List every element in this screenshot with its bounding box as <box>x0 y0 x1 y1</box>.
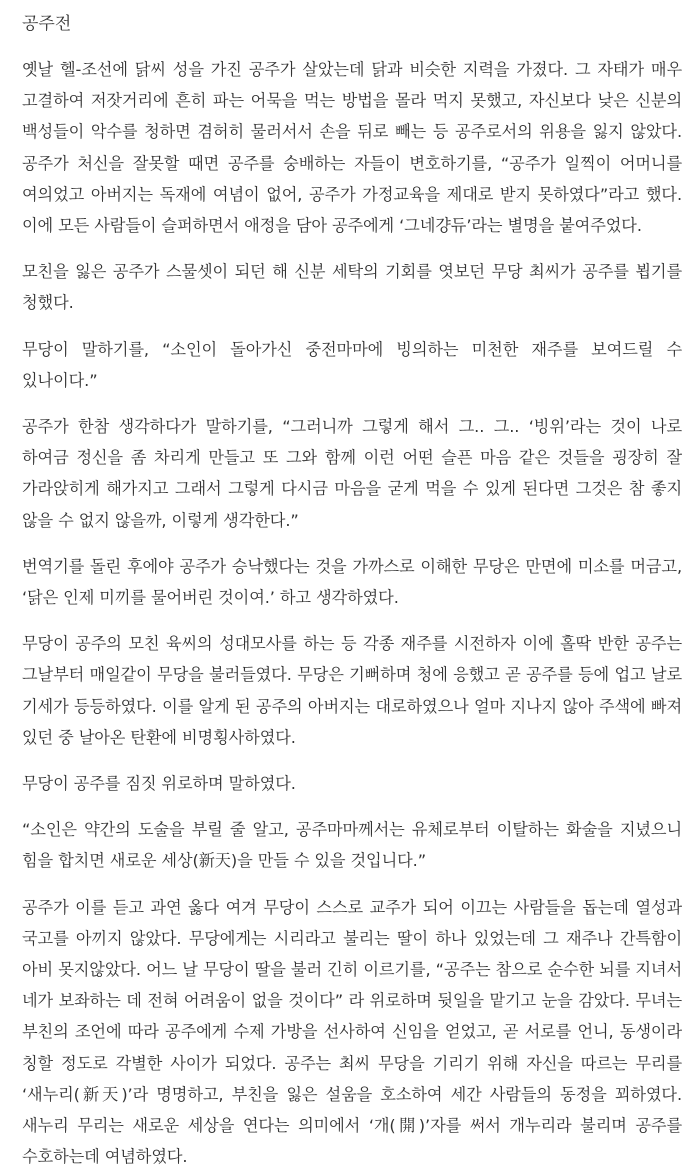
paragraph-5: 번역기를 돌린 후에야 공주가 승낙했다는 것을 가까스로 이해한 무당은 만면에 미소를 머금고, ‘닭은 인제 미끼를 물어버린 것이여.’ 하고 생각하였다. <box>22 556 682 608</box>
paragraph-2: 모친을 잃은 공주가 스물셋이 되던 해 신분 세탁의 기회를 엿보던 무당 최씨가 공주를 뵙기를 청했다. <box>22 262 682 313</box>
paragraph-9: 공주가 이를 듣고 과연 옳다 여겨 무당이 스스로 교주가 되어 이끄는 사람들을 돕는데 열성과 국고를 아끼지 않았다. 무당에게는 시리라고 불리는 딸이 하나 있었는데 그 재주나 간특함이 아비 못지않았다. 어느 날 무당이 딸을 불러 긴히 이르기를, “공주는 참으로 순수한 뇌를 지녀서 네가 보좌하는 데 전혀 어려움이 없을 것이다” 라 위로하며 뒷일을 맡기고 눈을 감았다. 무녀는 부친의 조언에 따라 공주에게 수제 가방을 선사하여 신임을 얻었고, 곧 서로를 언니, 동생이라 칭할 정도로 각별한 사이가 되었다. 공주는 최씨 무당을 기리기 위해 자신을 따르는 무리를 ‘새누리(新天)’라 명명하고, 부친을 잃은 설움을 호소하여 세간 사람들의 동정을 꾀하였다. 새누리 무리는 새로운 세상을 연다는 의미에서 ‘개(開)’자를 써서 개누리라 불리며 공주를 수호하는데 여념하였다. <box>22 897 682 1167</box>
paragraph-8: “소인은 약간의 도술을 부릴 줄 알고, 공주마마께서는 유체로부터 이탈하는 화술을 지녔으니 힘을 합치면 새로운 세상(新天)을 만들 수 있을 것입니다.” <box>22 820 682 871</box>
paragraph-3: 무당이 말하기를, “소인이 돌아가신 중전마마에 빙의하는 미천한 재주를 보여드릴 수 있나이다.” <box>22 339 682 390</box>
paragraph-7: 무당이 공주를 짐짓 위로하며 말하였다. <box>22 774 296 794</box>
document-title: 공주전 <box>22 14 72 34</box>
paragraph-4: 공주가 한참 생각하다가 말하기를, “그러니까 그렇게 해서 그.. 그.. ‘빙위’라는 것이 나로 하여금 정신을 좀 차리게 만들고 또 그와 함께 이런 어떤 슬픈 마음 같은 것들을 굉장히 잘 가라앉히게 해가지고 그래서 그렇게 다시금 마음을 굳게 먹을 수 있게 된다면 그것은 참 좋지 않을 수 없지 않을까, 이렇게 생각한다.” <box>22 417 682 530</box>
paragraph-1: 옛날 헬-조선에 닭씨 성을 가진 공주가 살았는데 닭과 비슷한 지력을 가졌다. 그 자태가 매우 고결하여 저잣거리에 흔히 파는 어묵을 먹는 방법을 몰라 먹지 못했고, 자신보다 낮은 신분의 백성들이 악수를 청하면 겸허히 물러서서 손을 뒤로 빼는 등 공주로서의 위용을 잃지 않았다. 공주가 처신을 잘못할 때면 공주를 숭배하는 자들이 변호하기를, “공주가 일찍이 어머니를 여의었고 아버지는 독재에 여념이 없어, 공주가 가정교육을 제대로 받지 못하였다”라고 했다. 이에 모든 사람들이 슬퍼하면서 애정을 담아 공주에게 ‘그네걍듀’라는 별명을 붙여주었다. <box>22 60 682 236</box>
paragraph-6: 무당이 공주의 모친 육씨의 성대모사를 하는 등 각종 재주를 시전하자 이에 홀딱 반한 공주는 그날부터 매일같이 무당을 불러들였다. 무당은 기뻐하며 청에 응했고 곧 공주를 등에 업고 날로 기세가 등등하였다. 이를 알게 된 공주의 아버지는 대로하였으나 얼마 지나지 않아 주색에 빠져 있던 중 날아온 탄환에 비명횡사하였다. <box>22 634 682 747</box>
